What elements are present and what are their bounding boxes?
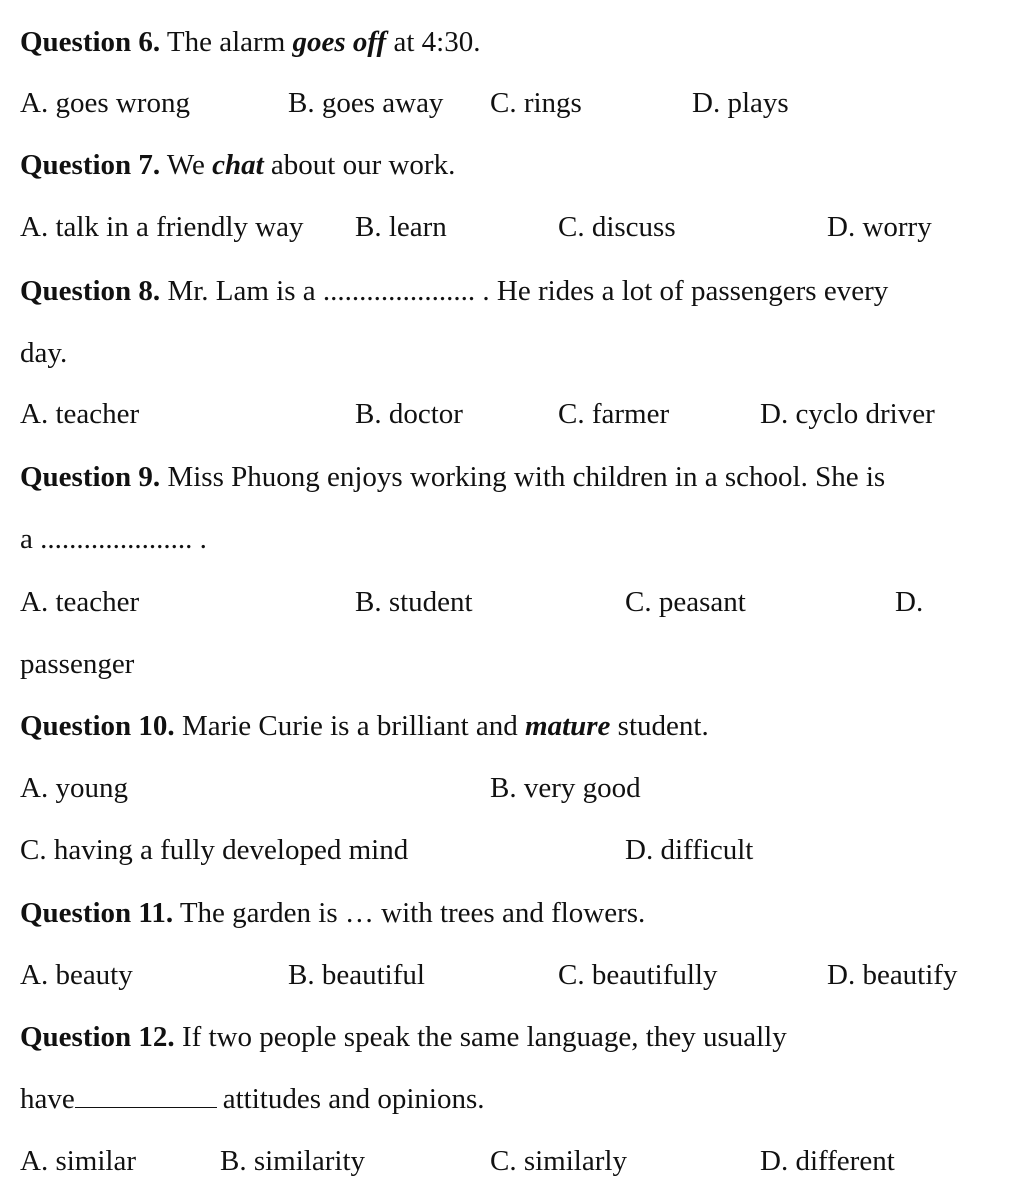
question-7-keyword: chat <box>212 149 264 181</box>
question-9-option-a: A. teacher <box>20 586 140 618</box>
question-12-answer-blank <box>75 1083 217 1108</box>
question-9-option-b: B. student <box>355 586 473 618</box>
question-12-text: If two people speak the same language, they usually <box>174 1021 787 1053</box>
question-7-text-pre: We <box>160 149 213 181</box>
question-7-option-d: D. worry <box>827 211 932 243</box>
question-10-option-d: D. difficult <box>625 834 754 866</box>
question-10-text-pre: Marie Curie is a brilliant and <box>174 710 526 742</box>
question-8-label: Question 8. <box>20 275 161 307</box>
question-8-option-a: A. teacher <box>20 398 140 430</box>
question-8-text: Mr. Lam is a ..................... . He rides a lot of passengers every <box>160 275 889 307</box>
question-11-option-a: A. beauty <box>20 959 133 991</box>
question-10-keyword: mature <box>525 710 611 742</box>
question-6-option-c: C. rings <box>490 87 582 119</box>
question-12-text-after-blank: attitudes and opinions. <box>222 1083 485 1115</box>
question-10-label: Question 10. <box>20 710 175 742</box>
question-6-text-pre: The alarm <box>160 26 293 58</box>
question-11-label: Question 11. <box>20 897 174 929</box>
question-9-text: Miss Phuong enjoys working with children in a school. She is <box>160 461 886 493</box>
question-7-option-c: C. discuss <box>558 211 676 243</box>
question-12-option-d: D. different <box>760 1145 895 1177</box>
question-8-option-c: C. farmer <box>558 398 670 430</box>
question-7-text-post: about our work. <box>263 149 456 181</box>
question-9-label: Question 9. <box>20 461 161 493</box>
question-7-stem <box>20 148 455 182</box>
question-10-text-post: student. <box>610 710 709 742</box>
question-12-text-have: have <box>20 1083 75 1115</box>
question-6-option-b: B. goes away <box>288 87 444 119</box>
question-9-stem <box>20 460 885 494</box>
question-6-stem <box>20 25 480 59</box>
question-12-label: Question 12. <box>20 1021 175 1053</box>
question-12-stem-continued <box>20 1082 485 1116</box>
question-6-keyword: goes off <box>292 26 387 58</box>
question-8-stem <box>20 274 888 308</box>
question-11-option-d: D. beautify <box>827 959 958 991</box>
question-11-option-b: B. beautiful <box>288 959 425 991</box>
question-10-option-b: B. very good <box>490 772 641 804</box>
question-12-option-a: A. similar <box>20 1145 136 1177</box>
question-7-option-a: A. talk in a friendly way <box>20 211 304 243</box>
question-12-option-c: C. similarly <box>490 1145 627 1177</box>
question-12-stem <box>20 1020 787 1054</box>
question-9-stem-continued: a ..................... . <box>20 523 207 555</box>
question-7-label: Question 7. <box>20 149 161 181</box>
question-6-label: Question 6. <box>20 26 161 58</box>
question-8-option-d: D. cyclo driver <box>760 398 935 430</box>
question-8-option-b: B. doctor <box>355 398 463 430</box>
question-12-option-b: B. similarity <box>220 1145 365 1177</box>
question-6-option-a: A. goes wrong <box>20 87 190 119</box>
question-11-option-c: C. beautifully <box>558 959 718 991</box>
question-9-option-c: C. peasant <box>625 586 746 618</box>
question-9-option-d-continued: passenger <box>20 648 135 680</box>
question-10-stem <box>20 709 709 743</box>
question-10-option-a: A. young <box>20 772 128 804</box>
question-11-text: The garden is … with trees and flowers. <box>173 897 646 929</box>
question-10-option-c: C. having a fully developed mind <box>20 834 409 866</box>
question-9-option-d: D. <box>895 586 924 618</box>
question-6-text-post: at 4:30. <box>386 26 481 58</box>
question-6-option-d: D. plays <box>692 87 789 119</box>
question-7-option-b: B. learn <box>355 211 447 243</box>
question-8-stem-continued: day. <box>20 337 68 369</box>
question-11-stem <box>20 896 645 930</box>
